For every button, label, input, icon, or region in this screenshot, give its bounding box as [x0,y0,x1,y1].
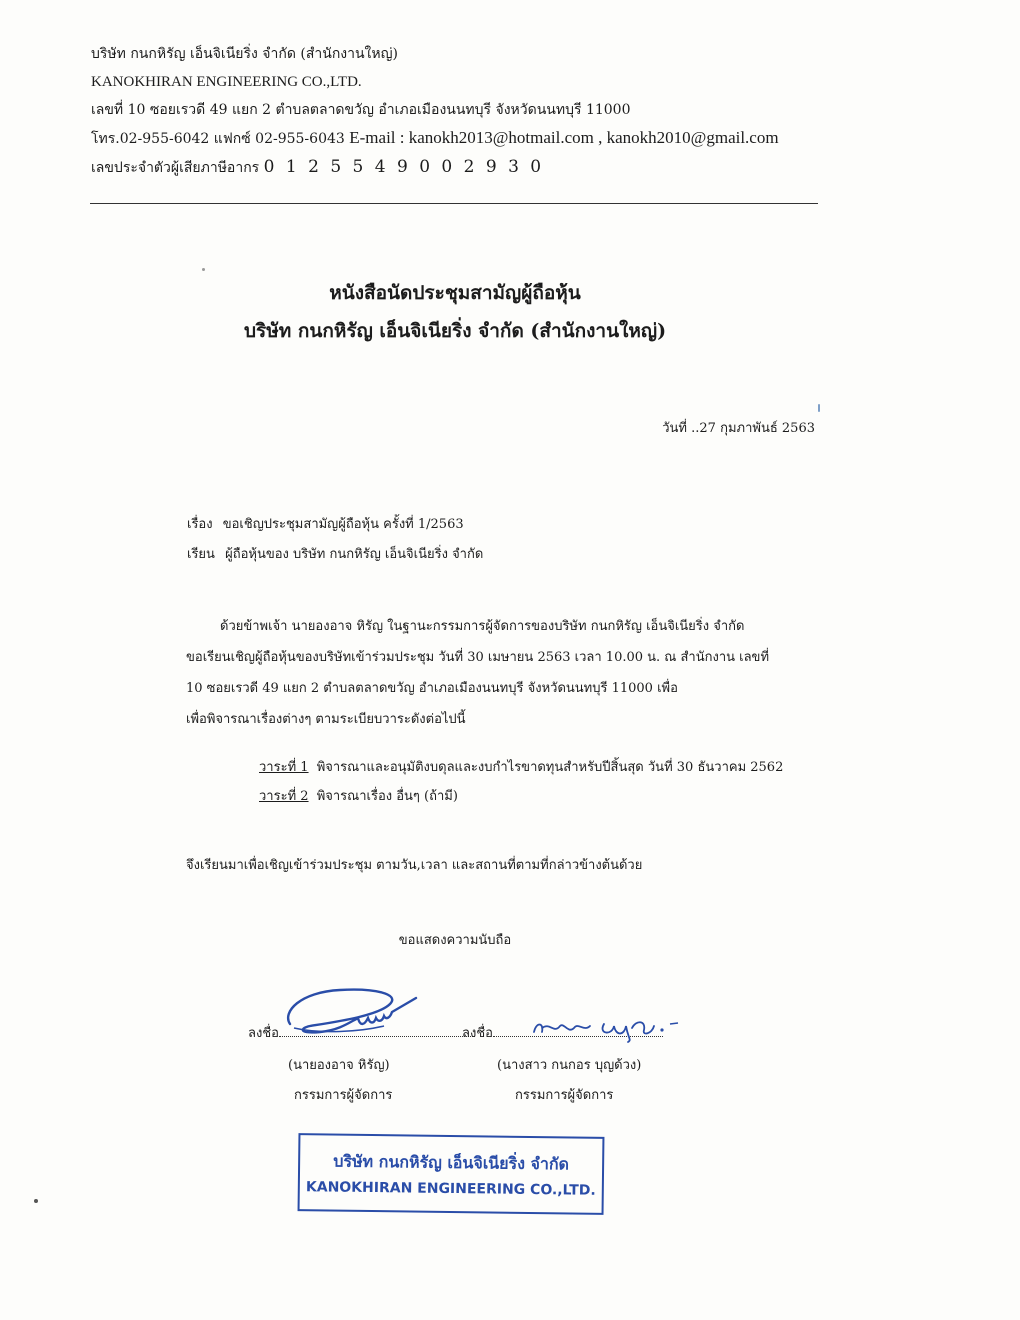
document-subtitle: บริษัท กนกหิรัญ เอ็นจิเนียริ่ง จำกัด (สำนักงานใหญ่) [243,320,667,342]
signature-left-scribble [280,982,420,1044]
recipient-text: ผู้ถือหุ้นของ บริษัท กนกหิรัญ เอ็นจิเนียริ่ง จำกัด [225,547,484,562]
regards: ขอแสดงความนับถือ [398,933,512,948]
sign-label: ลงชื่อ [248,1026,279,1041]
agenda-item [259,782,783,811]
letter-date: วันที่ ..27 กุมภาพันธ์ 2563 [662,421,815,436]
signer-name-left: (นายองอาจ หิรัญ) [288,1058,390,1073]
company-address: เลขที่ 10 ซอยเรวดี 49 แยก 2 ตำบลตลาดขวัญ อำเภอเมืองนนทบุรี จังหวัดนนทบุรี 11000 [91,102,631,118]
signature-right-scribble [528,1010,680,1044]
agenda-item-text: พิจารณาเรื่อง อื่นๆ (ถ้ามี) [316,789,458,804]
body-line: 10 ซอยเรวดี 49 แยก 2 ตำบลตลาดขวัญ อำเภอเมืองนนทบุรี จังหวัดนนทบุรี 11000 เพื่อ [186,681,678,696]
header-divider [90,203,818,204]
letter-body [186,611,769,735]
scan-speck [34,1199,38,1203]
subject-line [187,513,464,534]
stamp-text-thai: บริษัท กนกหิรัญ เอ็นจิเนียริ่ง จำกัด [333,1151,570,1174]
phone-fax: โทร.02-955-6042 แฟกซ์ 02-955-6043 [91,131,345,147]
scan-speck [202,268,205,271]
subject-label: เรื่อง [187,517,213,532]
tax-id-label: เลขประจำตัวผู้เสียภาษีอากร [91,160,260,176]
closing-sentence: จึงเรียนมาเพื่อเชิญเข้าร่วมประชุม ตามวัน,เวลา และสถานที่ตามที่กล่าวข้างต้นด้วย [186,858,643,873]
contact-line [91,124,779,153]
company-stamp [298,1133,605,1215]
signer-name-right: (นางสาว กนกอร บุญด้วง) [497,1058,642,1073]
agenda-item-label: วาระที่ 2 [259,789,309,804]
company-name-thai: บริษัท กนกหิรัญ เอ็นจิเนียริ่ง จำกัด (สำนักงานใหญ่) [91,46,399,62]
recipient-label: เรียน [187,547,215,562]
agenda-item-text: พิจารณาและอนุมัติงบดุลและงบกำไรขาดทุนสำหรับปีสิ้นสุด วันที่ 30 ธันวาคม 2562 [316,760,784,775]
sign-label: ลงชื่อ [462,1026,493,1041]
subject-text: ขอเชิญประชุมสามัญผู้ถือหุ้น ครั้งที่ 1/2563 [222,517,464,532]
body-line: ด้วยข้าพเจ้า นายองอาจ หิรัญ ในฐานะกรรมการผู้จัดการของบริษัท กนกหิรัญ เอ็นจิเนียริ่ง จำกัด [220,619,745,634]
agenda-list [259,753,783,811]
agenda-item-label: วาระที่ 1 [259,760,309,775]
scan-speck [818,404,820,412]
body-line: ขอเรียนเชิญผู้ถือหุ้นของบริษัทเข้าร่วมประชุม วันที่ 30 เมษายน 2563 เวลา 10.00 น. ณ สำนักงาน เลขที่ [186,650,770,665]
company-name-english: KANOKHIRAN ENGINEERING CO.,LTD. [91,74,362,90]
signer-position-left: กรรมการผู้จัดการ [294,1088,393,1103]
recipient-line [187,543,483,564]
agenda-item [259,753,783,782]
tax-id-number: 0 1 2 5 5 4 9 0 0 2 9 3 0 [263,157,545,177]
stamp-text-english: KANOKHIRAN ENGINEERING CO.,LTD. [305,1179,596,1199]
document-title: หนังสือนัดประชุมสามัญผู้ถือหุ้น [329,282,581,304]
letterhead [91,40,779,182]
email-addresses: E-mail : kanokh2013@hotmail.com , kanokh2010@gmail.com [349,128,779,147]
signer-position-right: กรรมการผู้จัดการ [515,1088,614,1103]
tax-id-line [91,153,779,182]
body-line: เพื่อพิจารณาเรื่องต่างๆ ตามระเบียบวาระดังต่อไปนี้ [186,712,466,727]
